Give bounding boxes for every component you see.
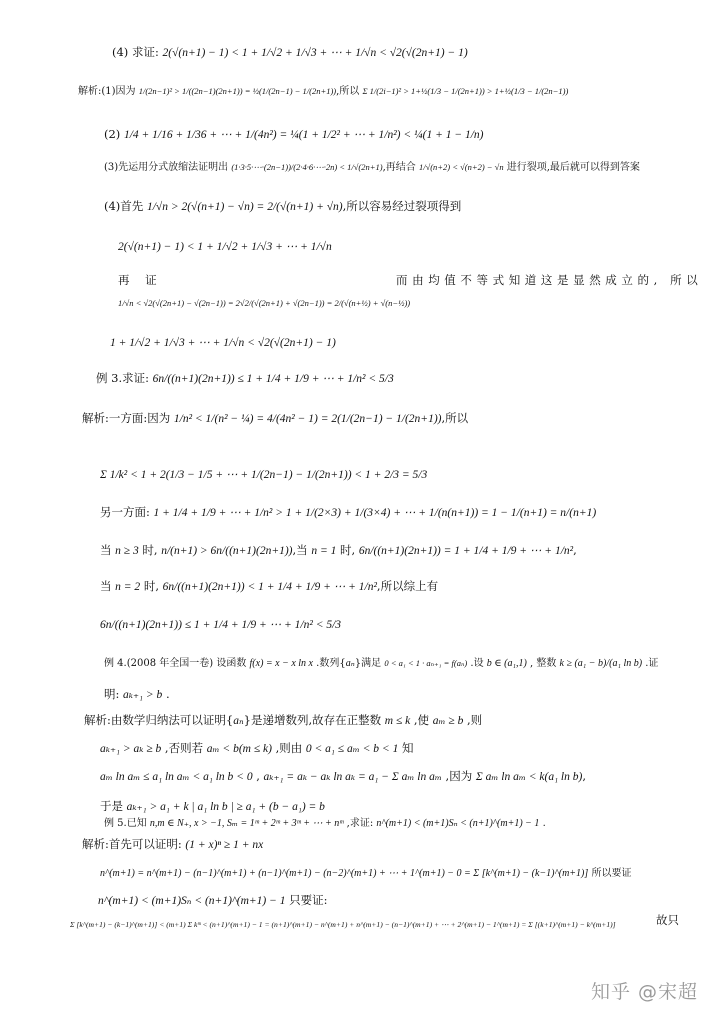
line-24: 例 5.已知 n,m ∈ N₊, x > −1, Sₘ = 1ᵐ + 2ᵐ + 3ᵐ + ⋯ + nᵐ ,求证: n^(m+1) < (m+1)Sₙ < (n+1)^(m+1) − 1 . xyxy=(104,818,546,829)
line-2: 解析:(1)因为 1/(2n−1)² > 1/((2n−1)(2n+1)) = ½(1/(2n−1) − 1/(2n+1)),所以 Σ 1/(2i−1)² > 1+½(1/3 − 1/(2n+1)) > 1+½(1/3 − 1/(2n−1)) xyxy=(78,86,569,97)
line-9: 而由均值不等式知道这是显然成立的, 所以 xyxy=(396,273,703,287)
line-5: (4)首先 1/√n > 2(√(n+1) − √n) = 2/(√(n+1) + √n),所以容易经过裂项得到 xyxy=(104,199,462,213)
line-16: 当 n = 2 时, 6n/((n+1)(2n+1)) < 1 + 1/4 + 1/9 + ⋯ + 1/n²,所以综上有 xyxy=(100,579,439,593)
line-25: 解析:首先可以证明: (1 + x)ⁿ ≥ 1 + nx xyxy=(82,837,264,851)
watermark: 知乎 @宋超 xyxy=(590,981,698,1003)
line-4: (3)先运用分式放缩法证明出 (1·3·5·⋯·(2n−1))/(2·4·6·⋯·2n) < 1/√(2n+1),再结合 1/√(n+2) < √(n+2) − √n 进行裂项,最后就可以得到答案 xyxy=(104,162,640,173)
line-13: Σ 1/k² < 1 + 2(1/3 − 1/5 + ⋯ + 1/(2n−1) − 1/(2n+1)) < 1 + 2/3 = 5/3 xyxy=(100,469,428,481)
line-6: 2(√(n+1) − 1) < 1 + 1/√2 + 1/√3 + ⋯ + 1/√n xyxy=(118,241,332,253)
line-1: (4) 求证: 2(√(n+1) − 1) < 1 + 1/√2 + 1/√3 + ⋯ + 1/√n < √2(√(2n+1) − 1) xyxy=(112,45,468,59)
line-26: n^(m+1) = n^(m+1) − (n−1)^(m+1) + (n−1)^(m+1) − (n−2)^(m+1) + ⋯ + 1^(m+1) − 0 = Σ [k^(m+1) − (k−1)^(m+1)] 所以要证 xyxy=(100,868,632,879)
line-21: aₖ₊₁ > aₖ ≥ b ,否则若 aₘ < b(m ≤ k) ,则由 0 < a₁ ≤ aₘ < b < 1 知 xyxy=(100,741,414,755)
line-22: aₘ ln aₘ ≤ a₁ ln aₘ < a₁ ln b < 0 , aₖ₊₁ = aₖ − aₖ ln aₖ = a₁ − Σ aₘ ln aₘ ,因为 Σ aₘ ln aₘ < k(a₁ ln b), xyxy=(100,769,586,783)
line-20: 解析:由数学归纳法可以证明{aₙ}是递增数列,故存在正整数 m ≤ k ,使 aₘ ≥ b ,则 xyxy=(84,713,483,727)
line-17: 6n/((n+1)(2n+1)) ≤ 1 + 1/4 + 1/9 + ⋯ + 1/n² < 5/3 xyxy=(100,619,342,631)
line-27: n^(m+1) < (m+1)Sₙ < (n+1)^(m+1) − 1 只要证: xyxy=(98,893,328,907)
line-7: 再 证 xyxy=(118,273,163,287)
line-23: 于是 aₖ₊₁ > a₁ + k | a₁ ln b | ≥ a₁ + (b − a₁) = b xyxy=(100,799,325,813)
line-28: Σ [k^(m+1) − (k−1)^(m+1)] < (m+1) Σ kᵐ < (n+1)^(m+1) − 1 = (n+1)^(m+1) − n^(m+1) + n^(m+1) − (n−1)^(m+1) + ⋯ + 2^(m+1) − 1^(m+1) = Σ [(k+1)^(m+1) − k^(m+1)] xyxy=(70,920,616,929)
line-29: 故只 xyxy=(656,913,679,927)
line-11: 例 3.求证: 6n/((n+1)(2n+1)) ≤ 1 + 1/4 + 1/9 + ⋯ + 1/n² < 5/3 xyxy=(96,371,394,385)
line-18: 例 4.(2008 年全国一卷) 设函数 f(x) = x − x ln x .数列{aₙ}满足 0 < a₁ < 1 · aₙ₊₁ = f(aₙ) .设 b ∈ (a₁,1) , 整数 k ≥ (a₁ − b)/(a₁ ln b) .证 xyxy=(104,658,659,669)
line-12: 解析:一方面:因为 1/n² < 1/(n² − ¼) = 4/(4n² − 1) = 2(1/(2n−1) − 1/(2n+1)),所以 xyxy=(82,411,469,425)
line-14: 另一方面: 1 + 1/4 + 1/9 + ⋯ + 1/n² > 1 + 1/(2×3) + 1/(3×4) + ⋯ + 1/(n(n+1)) = 1 − 1/(n+1) = n/(n+1) xyxy=(100,505,597,519)
line-15: 当 n ≥ 3 时, n/(n+1) > 6n/((n+1)(2n+1)),当 n = 1 时, 6n/((n+1)(2n+1)) = 1 + 1/4 + 1/9 + ⋯ + 1/n², xyxy=(100,543,577,557)
line-3: (2) 1/4 + 1/16 + 1/36 + ⋯ + 1/(4n²) = ¼(1 + 1/2² + ⋯ + 1/n²) < ¼(1 + 1 − 1/n) xyxy=(104,127,484,141)
line-10: 1 + 1/√2 + 1/√3 + ⋯ + 1/√n < √2(√(2n+1) − 1) xyxy=(110,337,336,349)
line-8: 1/√n < √2(√(2n+1) − √(2n−1)) = 2√2/(√(2n+1) + √(2n−1)) = 2/(√(n+½) + √(n−½)) xyxy=(118,298,411,308)
line-19: 明: aₖ₊₁ > b . xyxy=(104,687,170,701)
